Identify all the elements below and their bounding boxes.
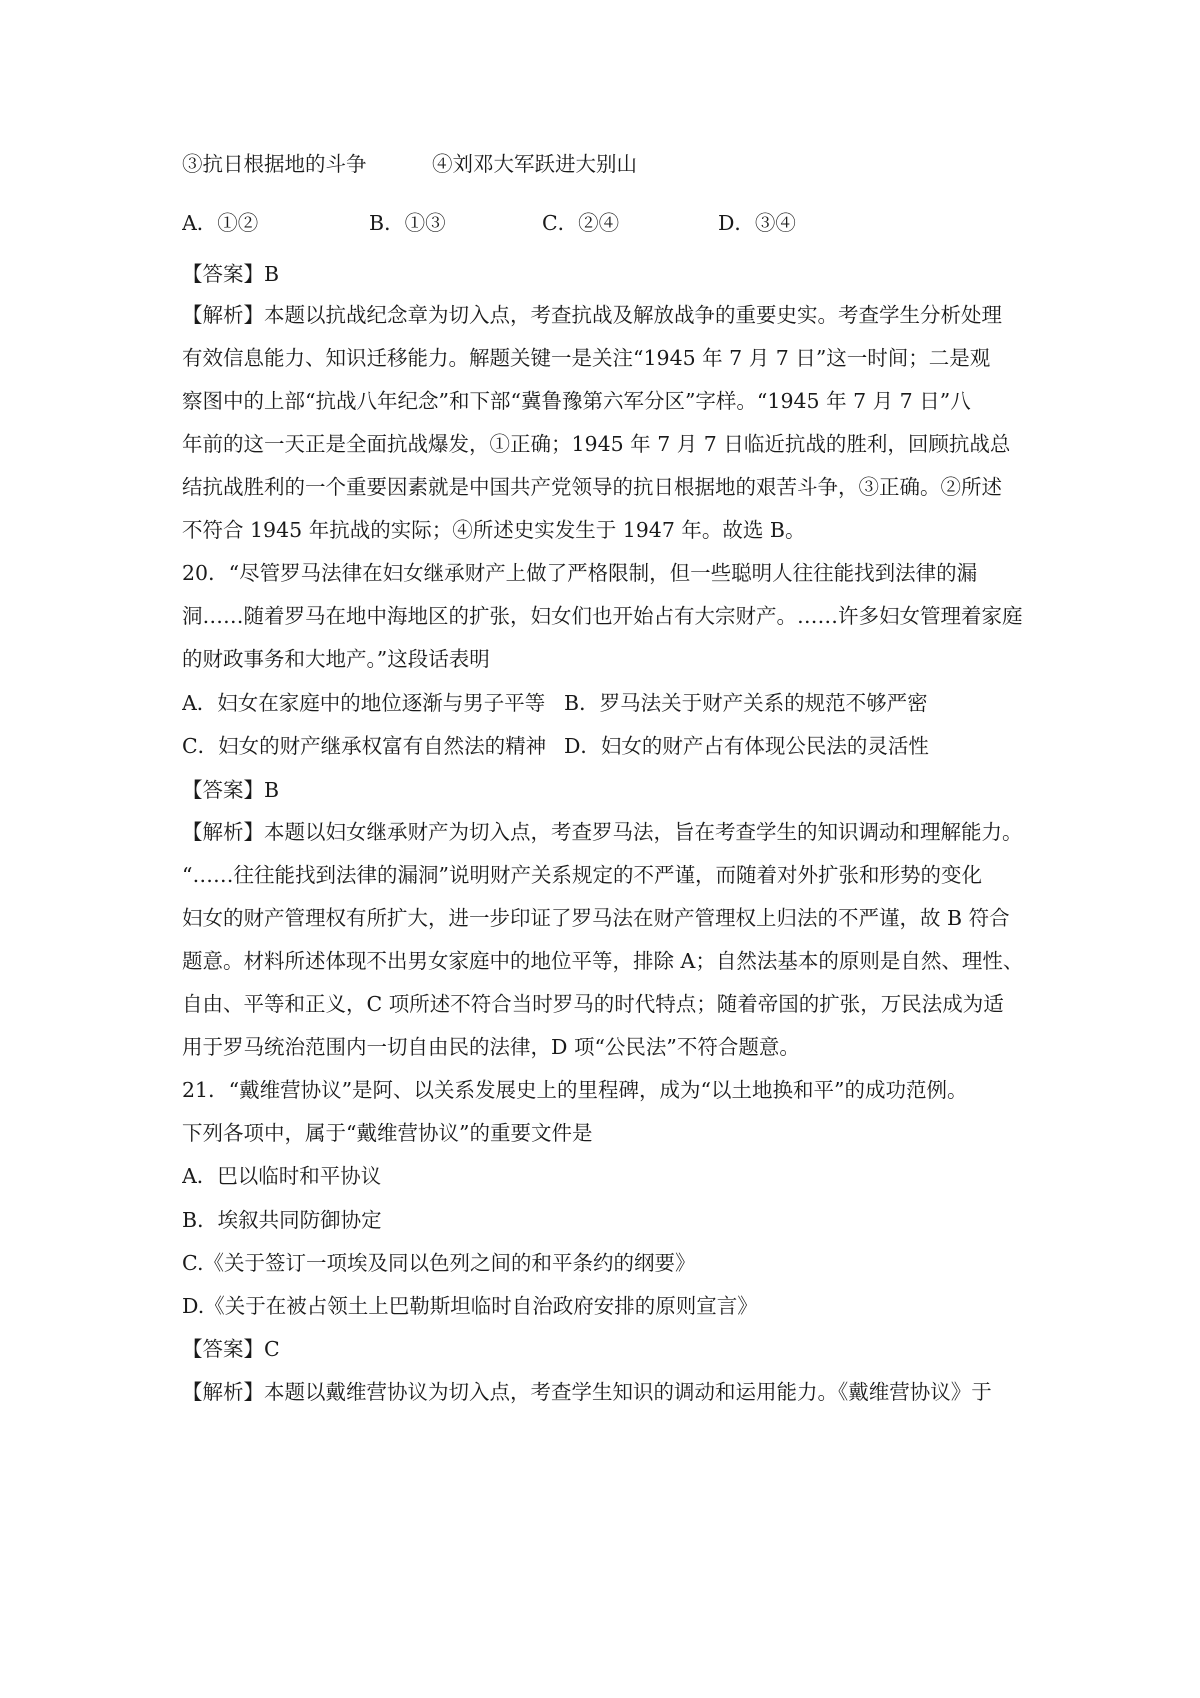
q19-option-b: B．①③ [369, 211, 446, 235]
q20-analysis-line-5: 自由、平等和正义，C 项所述不符合当时罗马的时代特点；随着帝国的扩张，万民法成为适 [182, 992, 1004, 1016]
q19-analysis-line-5: 结抗战胜利的一个重要因素就是中国共产党领导的抗日根据地的艰苦斗争，③正确。②所述 [182, 475, 1002, 499]
q19-option-c: C．②④ [542, 211, 620, 235]
q20-answer: 【答案】B [182, 778, 280, 802]
q19-item-4: ④刘邓大军跃进大别山 [432, 152, 637, 176]
q20-analysis-line-6: 用于罗马统治范围内一切自由民的法律，D 项“公民法”不符合题意。 [182, 1035, 800, 1059]
q19-option-d: D．③④ [718, 211, 796, 235]
q20-analysis-line-4: 题意。材料所述体现不出男女家庭中的地位平等，排除 A；自然法基本的原则是自然、理性、 [182, 949, 1024, 973]
q19-options-row [182, 211, 1028, 235]
q21-analysis-line-1: 【解析】本题以戴维营协议为切入点，考查学生知识的调动和运用能力。《戴维营协议》于 [182, 1380, 992, 1404]
q20-option-b: B．罗马法关于财产关系的规范不够严密 [564, 691, 928, 715]
q20-analysis-line-1: 【解析】本题以妇女继承财产为切入点，考查罗马法，旨在考查学生的知识调动和理解能力。 [182, 820, 1023, 844]
q19-option-a: A．①② [182, 211, 259, 235]
q21-stem-line-2: 下列各项中，属于“戴维营协议”的重要文件是 [182, 1121, 593, 1145]
q20-options-row-2 [182, 734, 1028, 758]
q19-analysis-line-4: 年前的这一天正是全面抗战爆发，①正确；1945 年 7 月 7 日临近抗战的胜利，回顾抗战总 [182, 432, 1011, 456]
q19-answer: 【答案】B [182, 262, 280, 286]
q19-items-row [182, 152, 1028, 176]
q19-analysis-line-1: 【解析】本题以抗战纪念章为切入点，考查抗战及解放战争的重要史实。考查学生分析处理 [182, 303, 1002, 327]
q21-answer: 【答案】C [182, 1337, 280, 1361]
q19-analysis-line-3: 察图中的上部“抗战八年纪念”和下部“冀鲁豫第六军分区”字样。“1945 年 7 月 7 日”八 [182, 389, 971, 413]
q20-option-d: D．妇女的财产占有体现公民法的灵活性 [564, 734, 929, 758]
q21-stem-line-1: 21．“戴维营协议”是阿、以关系发展史上的里程碑，成为“以土地换和平”的成功范例。 [182, 1078, 968, 1102]
q19-analysis-line-2: 有效信息能力、知识迁移能力。解题关键一是关注“1945 年 7 月 7 日”这一时间；二是观 [182, 346, 991, 370]
q20-option-a: A．妇女在家庭中的地位逐渐与男子平等 [182, 691, 546, 715]
q20-option-c: C．妇女的财产继承权富有自然法的精神 [182, 734, 547, 758]
q19-analysis-line-6: 不符合 1945 年抗战的实际；④所述史实发生于 1947 年。故选 B。 [182, 518, 806, 542]
q21-option-a: A．巴以临时和平协议 [182, 1164, 382, 1188]
q21-option-b: B．埃叙共同防御协定 [182, 1208, 382, 1232]
q20-stem-line-1: 20．“尽管罗马法律在妇女继承财产上做了严格限制，但一些聪明人往往能找到法律的漏 [182, 561, 978, 585]
q21-option-c: C.《关于签订一项埃及同以色列之间的和平条约的纲要》 [182, 1251, 696, 1275]
q19-item-3: ③抗日根据地的斗争 [182, 152, 367, 176]
q20-options-row-1 [182, 691, 1028, 715]
q20-analysis-line-3: 妇女的财产管理权有所扩大，进一步印证了罗马法在财产管理权上归法的不严谨，故 B 符合 [182, 906, 1010, 930]
q21-option-d: D.《关于在被占领土上巴勒斯坦临时自治政府安排的原则宣言》 [182, 1294, 758, 1318]
q20-stem-line-2: 洞……随着罗马在地中海地区的扩张，妇女们也开始占有大宗财产。……许多妇女管理着家庭 [182, 604, 1023, 628]
q20-analysis-line-2: “……往往能找到法律的漏洞”说明财产关系规定的不严谨，而随着对外扩张和形势的变化 [182, 863, 982, 887]
q20-stem-line-3: 的财政事务和大地产。”这段话表明 [182, 647, 490, 671]
